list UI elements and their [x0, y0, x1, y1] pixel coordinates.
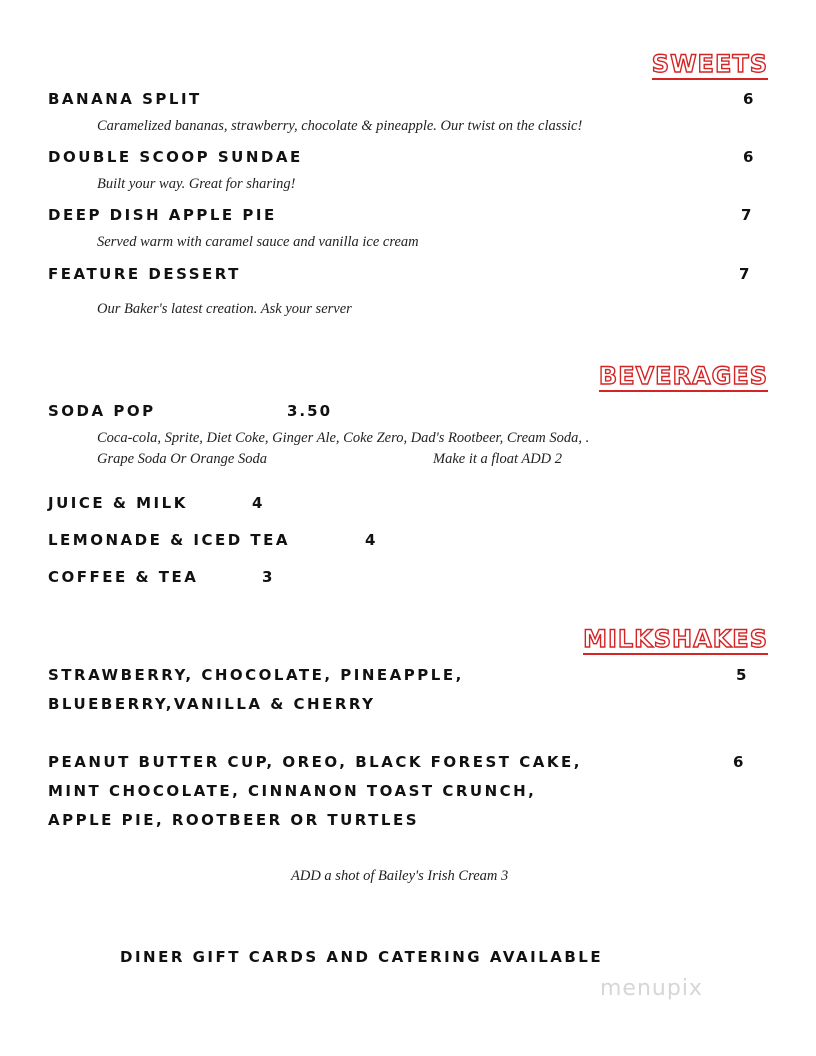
desc-banana-split: Caramelized bananas, strawberry, chocolate & pineapple. Our twist on the classic!: [97, 118, 583, 134]
milkshake-group1-line2: BLUEBERRY,VANILLA & CHERRY: [48, 695, 376, 713]
menupix-watermark: menupix: [600, 976, 703, 1001]
menu-item-double-scoop-sundae: DOUBLE SCOOP SUNDAE: [48, 148, 303, 166]
milkshake-group2-line3: APPLE PIE, ROOTBEER OR TURTLES: [48, 811, 420, 829]
menu-item-lemonade-iced-tea: LEMONADE & ICED TEA: [48, 531, 290, 549]
desc-soda-pop-line1: Coca-cola, Sprite, Diet Coke, Ginger Ale, Coke Zero, Dad's Rootbeer, Cream Soda, .: [97, 430, 590, 446]
menu-item-coffee-tea: COFFEE & TEA: [48, 568, 199, 586]
menu-item-deep-dish-apple-pie: DEEP DISH APPLE PIE: [48, 206, 277, 224]
sweets-heading: SWEETS: [651, 50, 768, 78]
menu-item-feature-dessert: FEATURE DESSERT: [48, 265, 241, 283]
baileys-addon-note: ADD a shot of Bailey's Irish Cream 3: [291, 868, 509, 884]
price-coffee-tea: 3: [262, 568, 275, 586]
milkshake-group1-line1: STRAWBERRY, CHOCOLATE, PINEAPPLE,: [48, 666, 464, 684]
menu-item-juice-milk: JUICE & MILK: [48, 494, 188, 512]
footer-gift-cards-catering: DINER GIFT CARDS AND CATERING AVAILABLE: [120, 948, 604, 966]
price-lemonade-iced-tea: 4: [365, 531, 378, 549]
price-juice-milk: 4: [252, 494, 265, 512]
price-double-scoop-sundae: 6: [743, 148, 756, 166]
desc-double-scoop-sundae: Built your way. Great for sharing!: [97, 176, 296, 192]
menu-item-soda-pop: SODA POP: [48, 402, 156, 420]
milkshake-group2-line1: PEANUT BUTTER CUP, OREO, BLACK FOREST CAKE,: [48, 753, 582, 771]
float-note: Make it a float ADD 2: [433, 451, 563, 467]
price-milkshake-group2: 6: [733, 753, 746, 771]
desc-deep-dish-apple-pie: Served warm with caramel sauce and vanilla ice cream: [97, 234, 419, 250]
beverages-heading: BEVERAGES: [598, 362, 768, 390]
menu-item-banana-split: BANANA SPLIT: [48, 90, 202, 108]
price-soda-pop: 3.50: [287, 402, 333, 420]
price-feature-dessert: 7: [739, 265, 752, 283]
desc-soda-pop-line2: Grape Soda Or Orange Soda: [97, 451, 267, 467]
price-milkshake-group1: 5: [736, 666, 749, 684]
price-banana-split: 6: [743, 90, 756, 108]
milkshakes-heading: MILKSHAKES: [583, 625, 768, 653]
price-deep-dish-apple-pie: 7: [741, 206, 754, 224]
desc-feature-dessert: Our Baker's latest creation. Ask your server: [97, 301, 352, 317]
milkshake-group2-line2: MINT CHOCOLATE, CINNANON TOAST CRUNCH,: [48, 782, 537, 800]
